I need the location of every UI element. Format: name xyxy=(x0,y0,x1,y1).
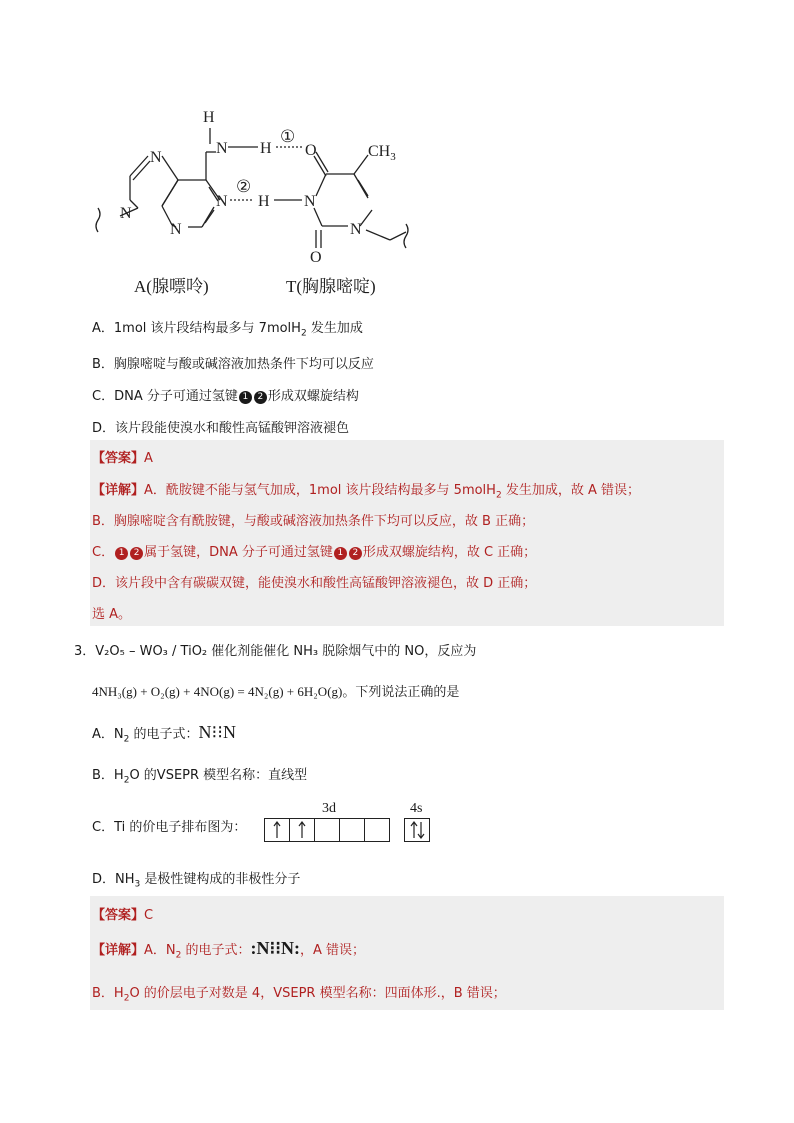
label-thymine: T(胸腺嘧啶) xyxy=(286,277,376,296)
orbital-4s-label: 4s xyxy=(410,801,423,816)
q2-option-a: A．1mol 该片段结构最多与 7molH$_2$ 发生加成 xyxy=(92,321,363,339)
q2-option-c: C．DNA 分子可通过氢键 1 2 形成双螺旋结构 xyxy=(92,389,359,404)
circled-number: 2 xyxy=(130,547,143,560)
q3-option-b: B．$H_2O$ 的VSEPR 模型名称：直线型 xyxy=(92,768,308,786)
orbital-box xyxy=(339,818,364,842)
q2-detail-b: B．胸腺嘧啶含有酰胺键，与酸或碱溶液加热条件下均可以反应，故 B 正确； xyxy=(92,514,535,529)
q3-detail-b: B．$H_2O$ 的价层电子对数是 4，VSEPR 模型名称：四面体形.，B 错误； xyxy=(92,986,506,1004)
q3-option-a: A．$N_2$ 的电子式：N⁝⁝N xyxy=(92,722,236,745)
hbond-1-label: ① xyxy=(280,127,296,146)
atom-H: H xyxy=(258,193,270,210)
adenine-thymine-structure xyxy=(90,100,420,300)
q3-stem-line2: 4NH₃(g) + O₂(g) + 4NO(g) = 4N₂(g) + 6H₂O(g)。下列说法正确的是 xyxy=(92,684,460,700)
q2-answer: 【答案】A xyxy=(92,451,153,466)
q3-option-c: C．Ti 的价电子排布图为： xyxy=(92,820,247,835)
orbital-box xyxy=(264,818,289,842)
q3-answer: 【答案】C xyxy=(92,908,154,923)
circled-number: 1 xyxy=(115,547,128,560)
q2-detail-d: D．该片段中含有碳碳双键，能使溴水和酸性高锰酸钾溶液褪色，故 D 正确； xyxy=(92,576,537,591)
orbital-3d-boxes xyxy=(264,818,390,842)
atom-N: N xyxy=(304,193,316,210)
q3-detail-a: 【详解】A．$N_2$ 的电子式：:N⁝⁝N:，A 错误； xyxy=(92,938,365,961)
orbital-box xyxy=(404,818,430,842)
orbital-3d-label: 3d xyxy=(322,801,336,816)
orbital-4s-boxes xyxy=(404,818,430,842)
atom-CH3: $CH_3$ xyxy=(368,143,396,163)
atom-N: N xyxy=(120,205,132,222)
atom-N: N xyxy=(216,140,228,157)
q2-detail-a: 【详解】A．酰胺键不能与氢气加成，1mol 该片段结构最多与 5molH$_2$ 发生加成，故 A 错误； xyxy=(92,483,640,501)
atom-H: H xyxy=(203,109,215,126)
orbital-box xyxy=(289,818,314,842)
circled-number: 1 xyxy=(239,391,252,404)
q3-stem-line1: 3．V₂O₅ – WO₃ / TiO₂ 催化剂能催化 NH₃ 脱除烟气中的 NO，反应为 xyxy=(74,644,477,659)
atom-O: O xyxy=(305,142,317,159)
atom-N: N xyxy=(350,221,362,238)
label-adenine: A(腺嘌呤) xyxy=(134,277,209,296)
q2-conclusion: 选 A。 xyxy=(92,607,132,622)
q2-answer-box xyxy=(90,440,724,626)
orbital-box xyxy=(364,818,390,842)
circled-number: 2 xyxy=(254,391,267,404)
atom-H: H xyxy=(260,140,272,157)
q2-detail-c: C． 1 2 属于氢键，DNA 分子可通过氢键 1 2 形成双螺旋结构，故 C 正确； xyxy=(92,545,537,560)
q2-option-d: D．该片段能使溴水和酸性高锰酸钾溶液褪色 xyxy=(92,421,350,436)
hbond-2-label: ② xyxy=(236,177,252,196)
atom-O: O xyxy=(310,249,322,266)
q3-option-d: D．$NH_3$ 是极性键构成的非极性分子 xyxy=(92,872,301,890)
orbital-box xyxy=(314,818,339,842)
q2-option-b: B．胸腺嘧啶与酸或碱溶液加热条件下均可以反应 xyxy=(92,357,374,372)
circled-number: 2 xyxy=(349,547,362,560)
atom-N: N xyxy=(170,221,182,238)
atom-N: N xyxy=(150,149,162,166)
atom-N: N xyxy=(216,193,228,210)
circled-number: 1 xyxy=(334,547,347,560)
